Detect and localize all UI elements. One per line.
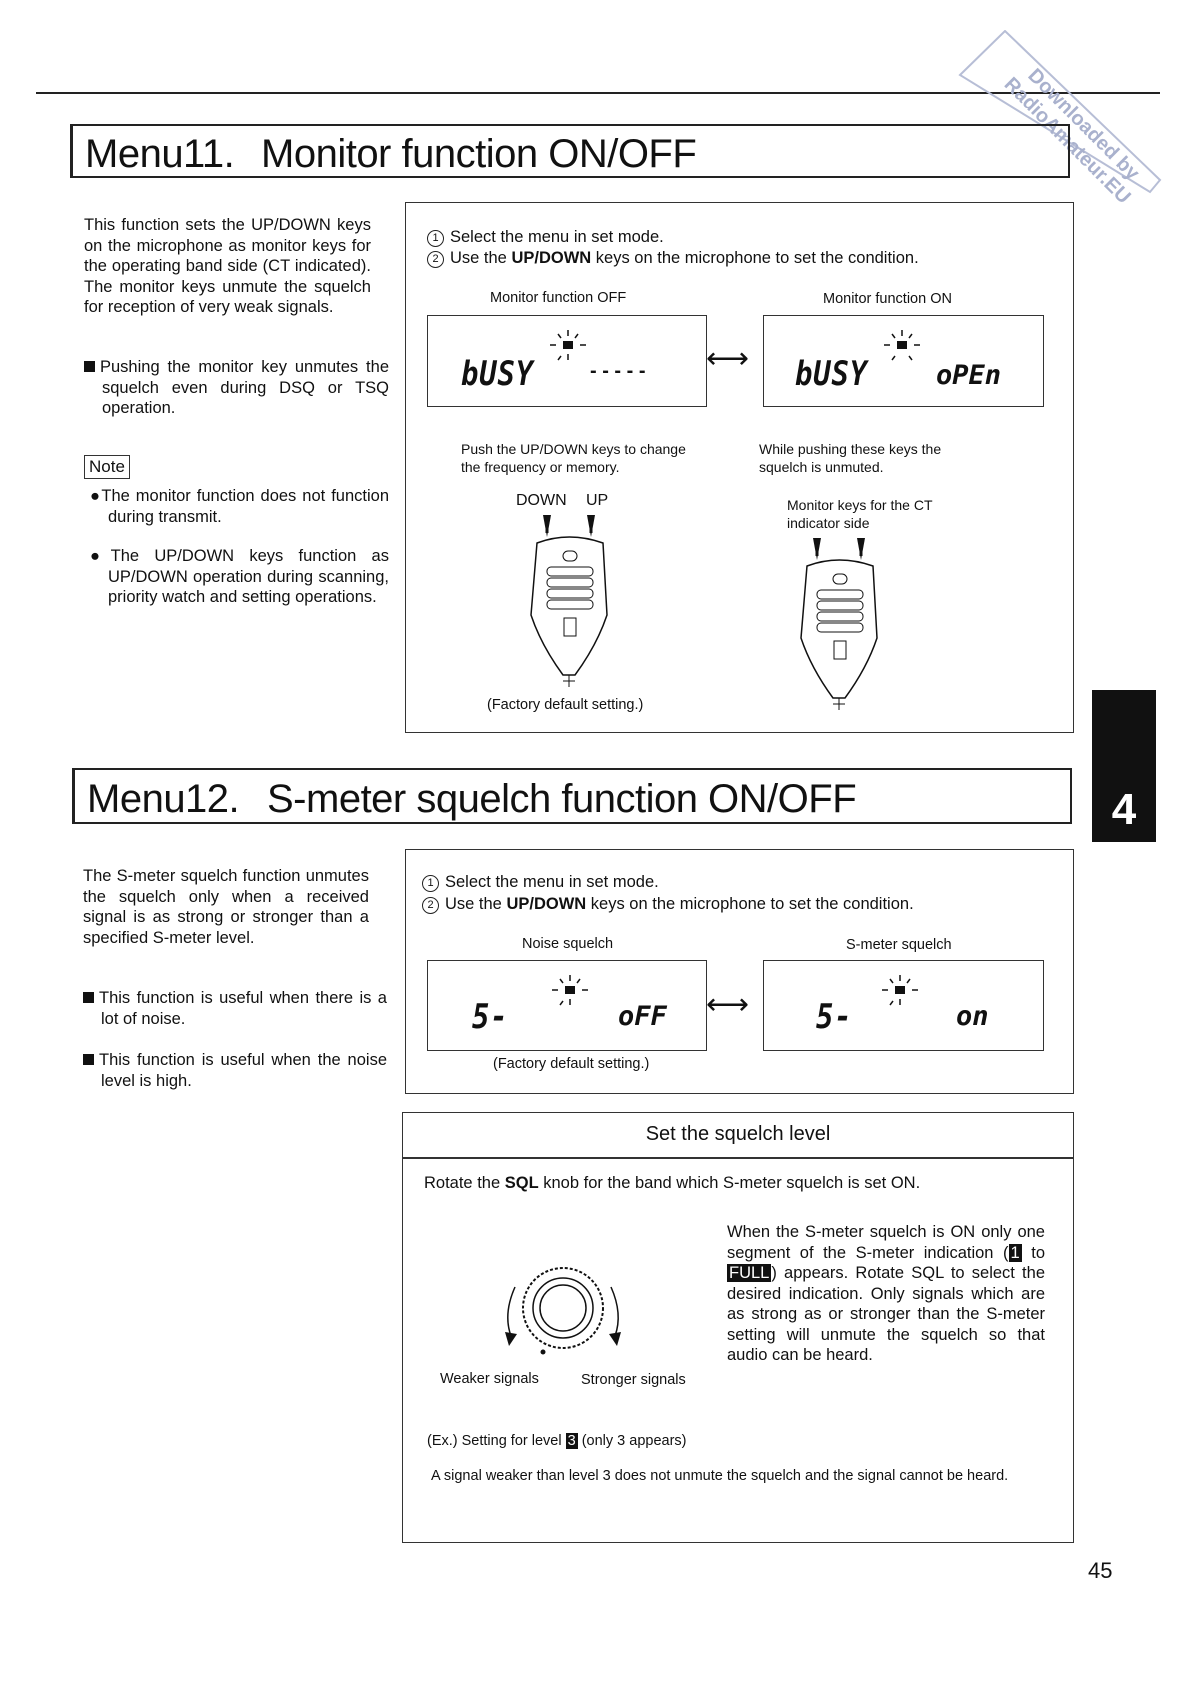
menu12-title-number: Menu12. [87, 777, 240, 821]
squelch-level-header-rule [402, 1157, 1074, 1159]
menu11-note-2-text: The UP/DOWN keys function as UP/DOWN operation during scanning, priority watch and setting operations. [108, 547, 389, 606]
lcd-noise-left: 5- [472, 997, 509, 1037]
double-arrow-icon: ⟷ [706, 988, 750, 1021]
lcd-monitor-off-right: - - - - - [590, 360, 646, 382]
menu12-step-2-post: keys on the microphone to set the condition. [586, 895, 914, 913]
explain-part-1: When the S-meter squelch is ON only one segment of the S-meter indication ( [727, 1223, 1045, 1262]
squelch-explanation [727, 1222, 1045, 1366]
up-label: UP [586, 492, 609, 509]
lcd-monitor-off [427, 315, 707, 407]
section-tab-number: 4 [1111, 785, 1137, 834]
watermark-text: Downloaded by RadioAmateur.EU [999, 64, 1144, 209]
menu11-description: This function sets the UP/DOWN keys on the microphone as monitor keys for the operating band side (CT indicated). The monitor keys unmute the squelch for reception of very weak signals. [84, 216, 371, 316]
monitor-keys-caption: Monitor keys for the CT indicator side [787, 497, 933, 531]
microphone-icon [785, 538, 895, 713]
lcd-monitor-on-right: oPEn [936, 360, 1002, 391]
squelch-level-heading: Set the squelch level [645, 1123, 831, 1145]
menu11-title-box [70, 124, 1070, 178]
double-arrow-icon: ⟷ [706, 342, 750, 375]
busy-indicator-icon [548, 328, 588, 368]
menu11-note-2 [90, 546, 389, 608]
square-bullet-icon [83, 1054, 94, 1065]
label-monitor-off: Monitor function OFF [490, 290, 627, 306]
menu12-bullet-1 [83, 988, 387, 1029]
step-number-icon: 1 [422, 875, 439, 892]
menu12-step-2-pre: Use the [445, 895, 507, 913]
label-noise-squelch: Noise squelch [522, 936, 614, 952]
menu12-bullet-2 [83, 1050, 387, 1091]
busy-indicator-icon [550, 973, 590, 1013]
rotate-instruction [424, 1173, 920, 1194]
menu12-step-2 [422, 894, 914, 915]
bullet-dot-icon: ● [90, 547, 111, 565]
menu11-step-2-pre: Use the [450, 249, 512, 267]
square-bullet-icon [83, 992, 94, 1003]
page-number: 45 [1088, 1558, 1113, 1583]
busy-indicator-icon [882, 328, 922, 368]
menu11-note-1 [90, 486, 389, 527]
menu11-step-2 [427, 248, 919, 269]
stronger-signals-label: Stronger signals [581, 1372, 686, 1388]
squelch-footnote: A signal weaker than level 3 does not unmute the squelch and the signal cannot be heard. [431, 1468, 1009, 1484]
explain-highlight-full: FULL [729, 1264, 770, 1282]
menu11-step-1 [427, 227, 664, 248]
rotate-post: knob for the band which S-meter squelch is set ON. [538, 1174, 921, 1192]
menu12-step-2-bold: UP/DOWN [506, 895, 587, 913]
bullet-dot-icon: ● [90, 487, 102, 505]
menu12-title-box [72, 768, 1072, 824]
rotate-pre: Rotate the [424, 1174, 505, 1192]
section-tab [1092, 690, 1156, 842]
busy-indicator-icon [880, 973, 920, 1013]
menu12-title-text: S-meter squelch function ON/OFF [267, 777, 857, 821]
step-number-icon: 2 [422, 897, 439, 914]
explain-part-3: ) appears. Rotate SQL to select the desired indication. Only signals which are as strong as or stronger than the S-meter setting will unmute the squelch so that audio can be heard. [727, 1264, 1045, 1364]
microphone-icon [515, 515, 625, 690]
menu12-step-1 [422, 872, 659, 893]
lcd-smeter-right: on [956, 1001, 989, 1032]
explain-highlight-1: 1 [1010, 1243, 1020, 1262]
weaker-signals-label: Weaker signals [440, 1371, 539, 1387]
menu11-bullet-text: Pushing the monitor key unmutes the squelch even during DSQ or TSQ operation. [100, 358, 389, 417]
lcd-noise-right: oFF [618, 1001, 667, 1032]
lcd-smeter-squelch [763, 960, 1044, 1051]
menu12-description: The S-meter squelch function unmutes the squelch only when a received signal is as strong or stronger than a specified S-meter level. [83, 867, 369, 947]
menu11-note-1-text: The monitor function does not function during transmit. [101, 487, 389, 526]
lcd-monitor-on [763, 315, 1044, 407]
example-highlight: 3 [567, 1433, 576, 1449]
example-line [427, 1433, 687, 1449]
example-pre: (Ex.) Setting for level [427, 1433, 566, 1449]
menu11-bullet [84, 357, 389, 419]
rotate-bold: SQL [504, 1174, 539, 1192]
lcd-monitor-on-left: bUSY [795, 354, 869, 394]
square-bullet-icon [84, 361, 95, 372]
menu12-step-1-text: Select the menu in set mode. [445, 873, 659, 891]
menu12-factory-default: (Factory default setting.) [493, 1056, 650, 1072]
menu11-step-1-text: Select the menu in set mode. [450, 228, 664, 246]
label-smeter-squelch: S-meter squelch [846, 937, 952, 953]
step-number-icon: 2 [427, 251, 444, 268]
menu12-bullet-2-text: This function is useful when the noise level is high. [99, 1051, 387, 1090]
sql-knob-icon [485, 1262, 635, 1362]
push-caption: Push the UP/DOWN keys to change the frequency or memory. [461, 441, 686, 475]
lcd-noise-squelch [427, 960, 707, 1051]
menu11-factory-default: (Factory default setting.) [487, 697, 644, 713]
down-label: DOWN [516, 492, 567, 509]
menu11-step-2-post: keys on the microphone to set the condition. [591, 249, 919, 267]
menu11-step-2-bold: UP/DOWN [511, 249, 592, 267]
while-caption: While pushing these keys the squelch is unmuted. [759, 441, 942, 475]
lcd-monitor-off-left: bUSY [461, 354, 535, 394]
label-monitor-on: Monitor function ON [823, 291, 952, 307]
menu11-title-number: Menu11. [85, 132, 235, 176]
menu12-bullet-1-text: This function is useful when there is a lot of noise. [99, 989, 387, 1028]
step-number-icon: 1 [427, 230, 444, 247]
lcd-smeter-left: 5- [816, 997, 853, 1037]
note-label: Note [84, 455, 130, 479]
example-post: (only 3 appears) [577, 1433, 687, 1449]
menu11-title-text: Monitor function ON/OFF [261, 132, 697, 176]
explain-part-2: to [1021, 1243, 1045, 1262]
